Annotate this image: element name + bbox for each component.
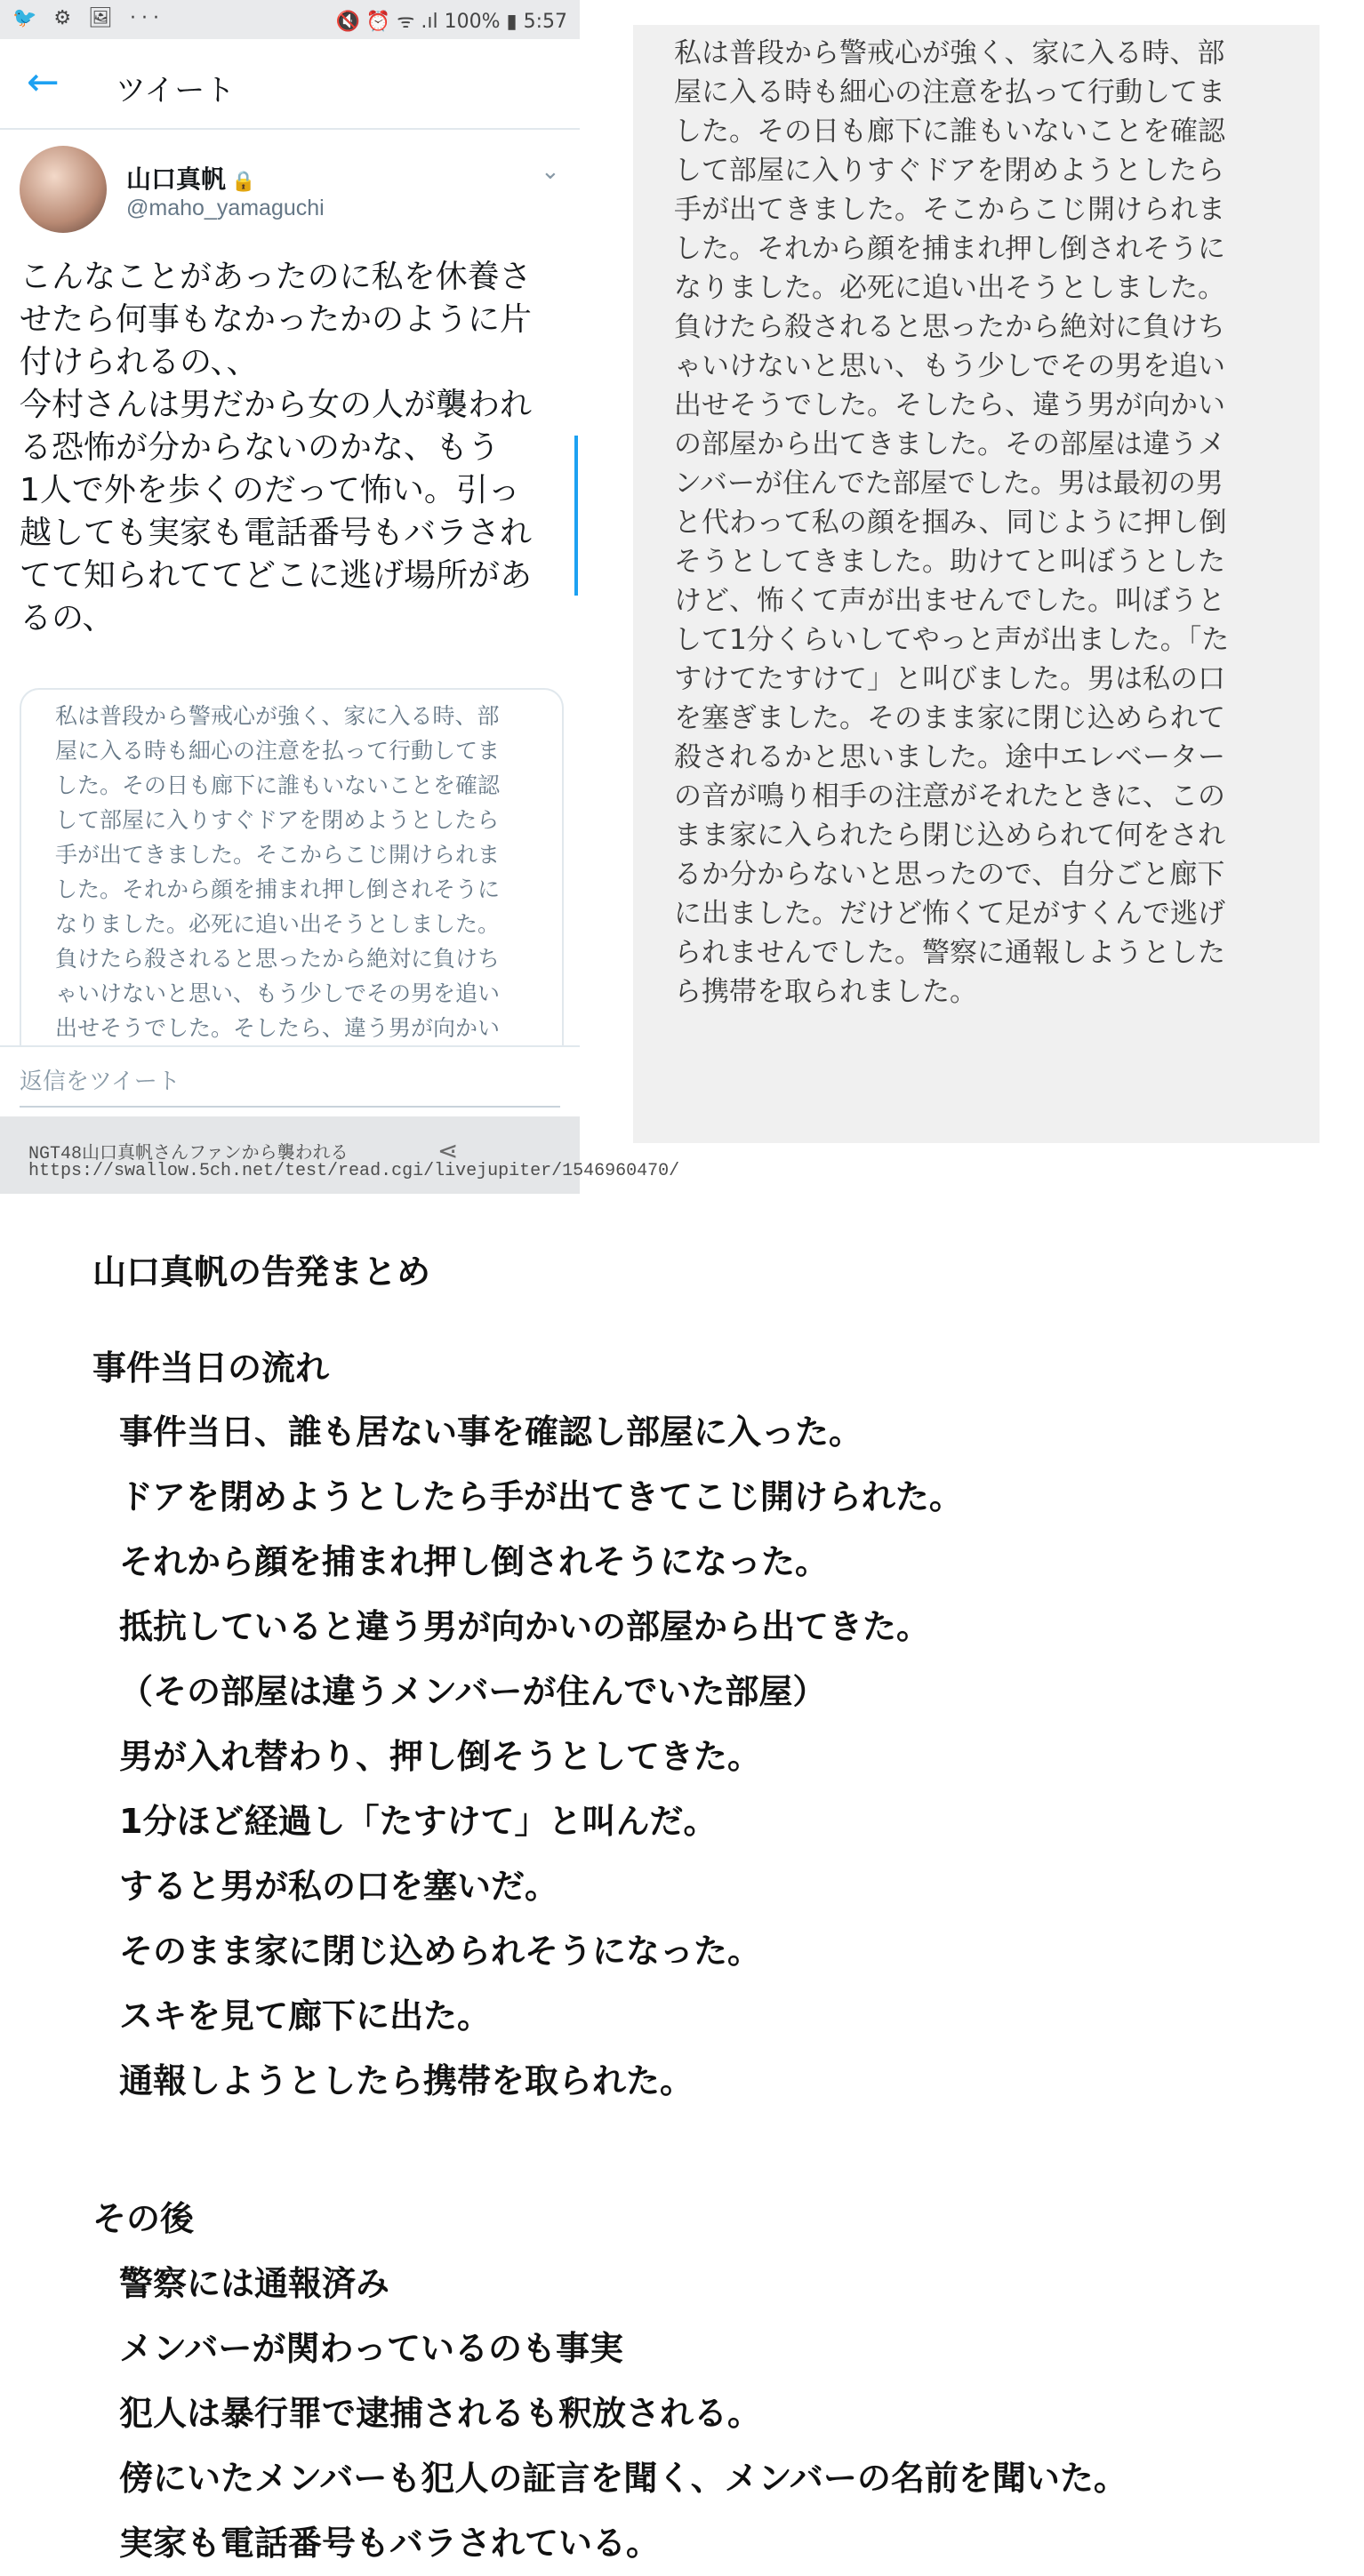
image-text-line: 手が出てきました。そこからこじ開けられま	[55, 842, 501, 868]
statement-line: けど、怖くて声が出ませんでした。叫ぼうと	[674, 585, 1225, 617]
scrollbar[interactable]	[574, 436, 578, 596]
statement-line: を塞ぎました。そのまま家に閉じ込められて	[674, 702, 1225, 734]
statement-line: なりました。必死に追い出そうとしました。	[674, 272, 1225, 304]
attached-image-text	[55, 699, 546, 1045]
summary-item: （その部屋は違うメンバーが住んでいた部屋）	[119, 1672, 827, 1711]
chevron-down-icon[interactable]: ⌄	[541, 158, 560, 185]
tweet-text	[20, 256, 569, 640]
statement-line: そうとしてきました。助けてと叫ぼうとした	[674, 546, 1225, 578]
statement-line: ンバーが住んでた部屋でした。男は最初の男	[674, 468, 1224, 500]
image-text-line: 出せそうでした。そしたら、違う男が向かい	[55, 1015, 501, 1041]
summary-item: ドアを閉めようとしたら手が出てきてこじ開けられた。	[119, 1477, 963, 1516]
lock-icon: 🔒	[231, 171, 256, 193]
statement-line: まま家に入られたら閉じ込められて何をされ	[674, 820, 1225, 852]
summary-item: そのまま家に閉じ込められそうになった。	[119, 1932, 762, 1971]
summary-item: すると男が私の口を塞いだ。	[119, 1867, 559, 1906]
image-text-line: した。それから顔を捕まれ押し倒されそうに	[55, 876, 501, 902]
tweet-line: るの、	[20, 600, 115, 636]
tweet-line: こんなことがあったのに私を休養さ	[20, 259, 532, 295]
statement-line: して部屋に入りすぐドアを閉めようとしたら	[674, 155, 1225, 187]
statement-line: 手が出てきました。そこからこじ開けられま	[674, 194, 1225, 226]
summary-item: 傍にいたメンバーも犯人の証言を聞く、メンバーの名前を聞いた。	[119, 2459, 1127, 2498]
statement-line: すけてたすけて」と叫びました。男は私の口	[674, 663, 1225, 695]
summary-title: 山口真帆の告発まとめ	[92, 1252, 431, 1292]
tweet-line: 今村さんは男だから女の人が襲われ	[20, 387, 533, 423]
attached-image[interactable]	[20, 688, 564, 1045]
statement-line: の音が鳴り相手の注意がそれたときに、この	[674, 780, 1225, 812]
watermark-strip	[0, 1116, 680, 1194]
tweet-line: せたら何事もなかったかのように片	[20, 301, 533, 338]
section-heading: その後	[92, 2199, 195, 2238]
summary-item: 犯人は暴行罪で逮捕されるも釈放される。	[119, 2394, 762, 2433]
summary-item: メンバーが関わっているのも事実	[119, 2329, 623, 2368]
watermark-title: NGT48山口真帆さんファンから襲われる	[28, 1144, 349, 1164]
avatar[interactable]	[20, 146, 107, 233]
display-name[interactable]	[126, 160, 255, 196]
statement-image	[633, 25, 1320, 1143]
summary-item: 通報しようとしたら携帯を取られた。	[119, 2061, 694, 2100]
image-text-line: 私は普段から警戒心が強く、家に入る時、部	[55, 703, 500, 729]
tweet-line: てて知られててどこに逃げ場所があ	[20, 557, 533, 594]
statement-line: して1分くらいしてやっと声が出ました。「た	[674, 624, 1230, 656]
reply-bar[interactable]	[0, 1045, 580, 1111]
app-header	[0, 39, 580, 130]
notification-icons: 🐦 ⚙ 🖼 ···	[12, 7, 165, 29]
user-handle[interactable]: @maho_yamaguchi	[126, 196, 325, 220]
tweet-line: る恐怖が分からないのかな、もう	[20, 429, 501, 466]
statement-line: ら携帯を取られました。	[674, 976, 977, 1008]
statement-line: 負けたら殺されると思ったから絶対に負けち	[674, 311, 1225, 343]
divider	[20, 1106, 560, 1108]
image-text-line: 負けたら殺されると思ったから絶対に負けち	[55, 946, 501, 972]
summary-item: それから顔を捕まれ押し倒されそうになった。	[119, 1542, 830, 1581]
tweet-line: 付けられるの、、	[20, 344, 259, 380]
tweet-screenshot	[0, 0, 680, 1194]
tweet-line: 1人で外を歩くのだって怖い。引っ	[20, 472, 520, 508]
image-text-line: ゃいけないと思い、もう少しでその男を追い	[55, 980, 501, 1006]
watermark-url: https://swallow.5ch.net/test/read.cgi/livejupiter/1546960470/	[28, 1161, 680, 1181]
summary-item: 男が入れ替わり、押し倒そうとしてきた。	[119, 1737, 762, 1776]
image-text-line: なりました。必死に追い出そうとしました。	[55, 911, 501, 937]
share-icon[interactable]: ⋖	[437, 1136, 459, 1165]
statement-line: るか分からないと思ったので、自分ごと廊下	[674, 859, 1225, 891]
image-text-line: 屋に入る時も細心の注意を払って行動してま	[55, 738, 501, 764]
section-heading: 事件当日の流れ	[92, 1348, 330, 1388]
statement-text	[674, 34, 1314, 1012]
statement-line: した。その日も廊下に誰もいないことを確認	[674, 116, 1225, 148]
summary-item: スキを見て廊下に出た。	[119, 1996, 492, 2036]
summary-item: 1分ほど経過し「たすけて」と叫んだ。	[119, 1802, 718, 1841]
summary-item: 警察には通報済み	[119, 2264, 390, 2303]
statement-line: 屋に入る時も細心の注意を払って行動してま	[674, 76, 1225, 108]
summary-item: 事件当日、誰も居ない事を確認し部屋に入った。	[119, 1412, 863, 1452]
statement-line: ゃいけないと思い、もう少しでその男を追い	[674, 350, 1225, 382]
summary-item: 抵抗していると違う男が向かいの部屋から出てきた。	[119, 1607, 931, 1646]
statement-line: の部屋から出てきました。その部屋は違うメ	[674, 428, 1225, 460]
statement-line: 私は普段から警戒心が強く、家に入る時、部	[674, 37, 1225, 69]
statement-line: 殺されるかと思いました。途中エレベーター	[674, 741, 1225, 773]
summary-item: 実家も電話番号もバラされている。	[119, 2524, 661, 2563]
system-status: 🔇 ⏰ ᯤ .ıl 100% ▮ 5:57	[335, 11, 567, 33]
statement-line: した。それから顔を捕まれ押し倒されそうに	[674, 233, 1225, 265]
tweet-line: 越しても実家も電話番号もバラされ	[20, 515, 533, 551]
display-name-text: 山口真帆	[126, 164, 227, 194]
image-text-line: して部屋に入りすぐドアを閉めようとしたら	[55, 807, 500, 833]
page-title: ツイート	[116, 73, 236, 108]
statement-line: 出せそうでした。そしたら、違う男が向かい	[674, 389, 1225, 421]
reply-input[interactable]: 返信をツイート	[20, 1068, 181, 1095]
back-arrow-icon[interactable]: ←	[27, 60, 60, 105]
statement-line: られませんでした。警察に通報しようとした	[674, 937, 1225, 969]
statement-line: と代わって私の顔を掴み、同じように押し倒	[674, 507, 1227, 539]
status-bar	[0, 0, 580, 39]
statement-line: に出ました。だけど怖くて足がすくんで逃げ	[674, 898, 1225, 930]
image-text-line: した。その日も廊下に誰もいないことを確認	[55, 772, 501, 798]
